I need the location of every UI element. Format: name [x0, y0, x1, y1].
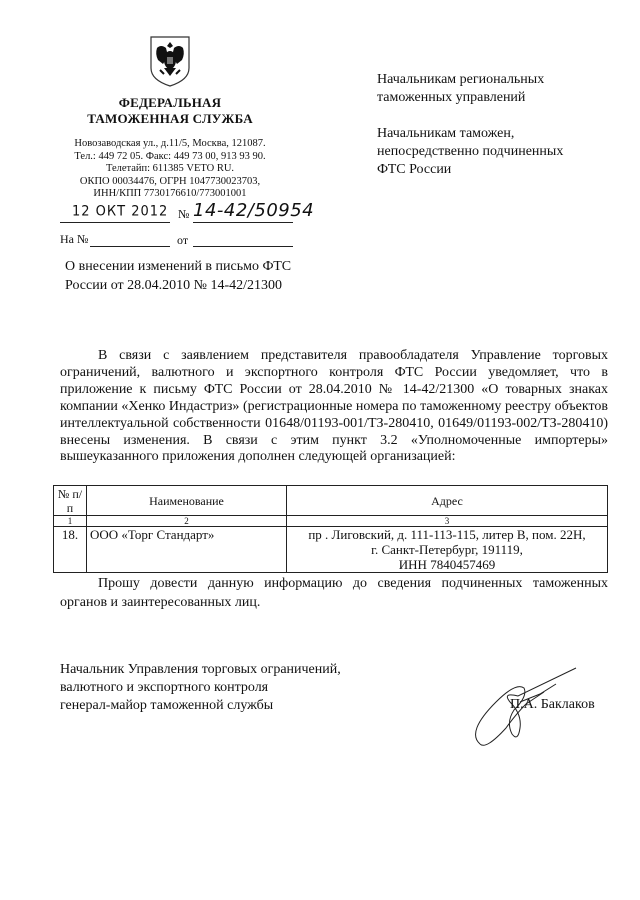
date-underline [60, 222, 170, 223]
org-name-line: ФЕДЕРАЛЬНАЯ [118, 95, 222, 110]
signatory-name: П.А. Баклаков [510, 697, 595, 712]
signatory-title-line: валютного и экспортного контроля [60, 680, 269, 695]
russian-coat-of-arms-icon [147, 34, 193, 88]
addressee-customs-heads [377, 125, 607, 179]
inn-line: ИНН 7840457469 [398, 557, 496, 572]
letter-subject [65, 257, 325, 295]
reference-date-blank [193, 246, 293, 247]
signatory-title-line: генерал-майор таможенной службы [60, 698, 274, 713]
contact-address: Новозаводская ул., д.11/5, Москва, 121087. [74, 138, 266, 149]
body-paragraph: В связи с заявлением представителя правообладателя Управление торговых ограничений, валютного и экспортного контроля ФТС России уведомляет, что в приложение к письму ФТС России от 28.04.2010 № 14-42/21300 «О товарных знаках компании «Хенко Индастриз» (регистрационные номера по таможенному реестру объектов интеллектуальной собственности 01648/01193-001/ТЗ-280410, 01649/01193-002/ТЗ-280410) внесены изменения. В связи с этим пункт 3.2 «Уполномоченные импортеры» вышеуказанного приложения дополнен следующей организацией: [60, 348, 608, 465]
org-name-line: ТАМОЖЕННАЯ СЛУЖБА [87, 111, 253, 126]
table-row [54, 527, 608, 573]
addressee-line: ФТС России [377, 162, 452, 177]
subject-line: России от 28.04.2010 № 14-42/21300 [65, 278, 283, 293]
reference-number-blank [90, 246, 170, 247]
row-number: 18. [54, 527, 87, 573]
organization-name-cell: ООО «Торг Стандарт» [87, 527, 287, 573]
addressee-line: непосредственно подчиненных [377, 144, 564, 159]
header-name: Наименование [87, 486, 287, 516]
registration-number-handwritten: 14-42/50954 [193, 200, 315, 221]
addressee-line: таможенных управлений [377, 90, 526, 105]
signatory-title-line: Начальник Управления торговых ограничений, [60, 662, 341, 677]
address-cell [287, 527, 608, 573]
header-number: № п/п [54, 486, 87, 516]
column-number: 1 [54, 516, 87, 527]
signatory-title [60, 661, 390, 715]
number-underline [193, 222, 293, 223]
reference-from-label: от [177, 233, 189, 247]
organization-contacts [60, 138, 280, 201]
contact-phone-fax: Тел.: 449 72 05. Факс: 449 73 00, 913 93 90. [74, 150, 266, 162]
reference-number-label: На № [60, 232, 89, 246]
table-column-numbers-row [54, 516, 608, 527]
organization-name [60, 95, 280, 127]
table-header-row [54, 486, 608, 516]
contact-okpo-ogrn: ОКПО 00034476, ОГРН 1047730023703, [79, 175, 261, 187]
header-address: Адрес [287, 486, 608, 516]
column-number: 2 [87, 516, 287, 527]
registration-number-label: № [178, 207, 190, 221]
contact-inn-kpp: ИНН/КПП 7730176610/773001001 [93, 188, 247, 199]
address-line: пр . Лиговский, д. 111-113-115, литер В, пом. 22Н, [308, 527, 586, 542]
contact-teletype: Телетайп: 611385 VETO RU. [105, 163, 235, 174]
address-line: г. Санкт-Петербург, 191119, [371, 542, 523, 557]
closing-paragraph: Прошу довести данную информацию до сведения подчиненных таможенных органов и заинтересованных лиц. [60, 576, 608, 610]
addressee-regional-administrations [377, 71, 607, 107]
column-number: 3 [287, 516, 608, 527]
registration-date-stamp: 12 ОКТ 2012 [72, 203, 169, 220]
addressee-line: Начальникам таможен, [377, 126, 515, 141]
importers-table [53, 485, 608, 573]
addressee-line: Начальникам региональных [377, 72, 545, 87]
subject-line: О внесении изменений в письмо ФТС [65, 259, 292, 274]
